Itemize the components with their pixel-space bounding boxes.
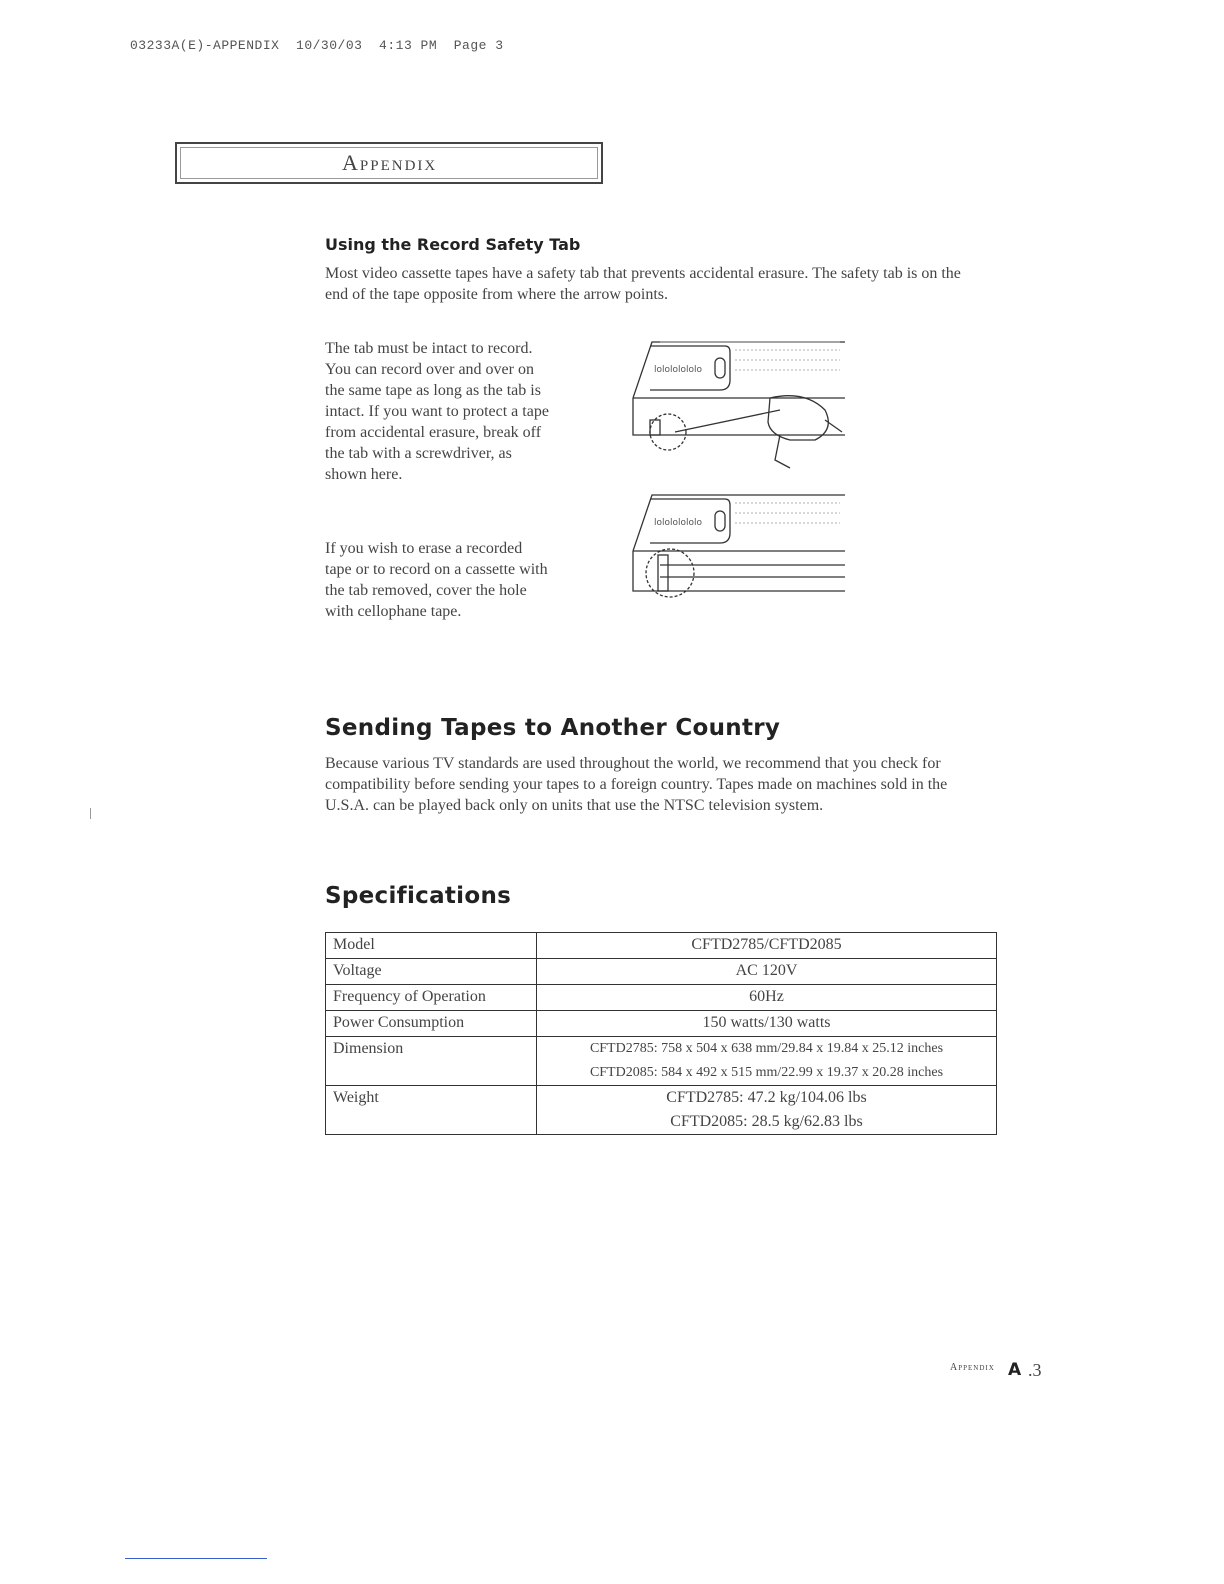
spec-value-line: CFTD2085: 28.5 kg/62.83 lbs xyxy=(670,1113,863,1130)
spec-label: Power Consumption xyxy=(326,1011,537,1037)
spec-value-line: CFTD2785: 47.2 kg/104.06 lbs xyxy=(666,1089,867,1106)
record-safety-intro: Most video cassette tapes have a safety tab that prevents accidental erasure. The safety tab is on the end of the tape opposite from where the arrow points. xyxy=(325,265,961,303)
print-header: 03233A(E)-APPENDIX 10/30/03 4:13 PM Page 3 xyxy=(130,38,504,53)
record-safety-para2: If you wish to erase a recorded tape or to record on a cassette with the tab removed, cover the hole with cellophane tape. xyxy=(325,540,548,620)
spec-value: 60Hz xyxy=(537,985,997,1011)
appendix-title: Appendix xyxy=(342,150,438,175)
table-row xyxy=(326,1086,997,1135)
table-row xyxy=(326,1011,997,1037)
spec-label: Weight xyxy=(326,1086,537,1135)
spec-value-line: CFTD2085: 584 x 492 x 515 mm/22.99 x 19.37 x 20.28 inches xyxy=(589,1065,944,1080)
spec-value: CFTD2785/CFTD2085 xyxy=(537,933,997,959)
table-row xyxy=(326,959,997,985)
margin-tick xyxy=(90,808,91,819)
bottom-rule xyxy=(125,1558,267,1559)
spec-label: Frequency of Operation xyxy=(326,985,537,1011)
cassette-tab-removed-illustration xyxy=(630,493,850,603)
svg-text:lolololololo: lolololololo xyxy=(654,518,703,528)
record-safety-para1: The tab must be intact to record. You can record over and over on the same tape as long as the tab is intact. If you want to protect a tape from accidental erasure, break off the tab with a screwdriver, as shown here. xyxy=(325,340,549,483)
spec-value: 150 watts/130 watts xyxy=(537,1011,997,1037)
spec-label: Model xyxy=(326,933,537,959)
sending-heading: Sending Tapes to Another Country xyxy=(325,715,781,741)
spec-value-line: CFTD2785: 758 x 504 x 638 mm/29.84 x 19.84 x 25.12 inches xyxy=(589,1041,944,1056)
cassette-tab-removal-illustration xyxy=(630,340,850,470)
table-row xyxy=(326,933,997,959)
specifications-table xyxy=(325,932,997,1135)
table-row xyxy=(326,985,997,1011)
spec-value xyxy=(537,1086,997,1135)
spec-label: Dimension xyxy=(326,1037,537,1086)
record-safety-heading: Using the Record Safety Tab xyxy=(325,235,581,254)
sending-body: Because various TV standards are used throughout the world, we recommend that you check for compatibility before sending your tapes to a foreign country. Tapes made on machines sold in the U.S.A. can be played back only on units that use the NTSC television system. xyxy=(325,755,948,814)
footer-label: Appendix xyxy=(950,1362,995,1373)
specifications-heading: Specifications xyxy=(325,883,512,909)
spec-label: Voltage xyxy=(326,959,537,985)
spec-value xyxy=(537,1037,997,1086)
spec-value: AC 120V xyxy=(537,959,997,985)
page-number: .3 xyxy=(1028,1360,1042,1380)
footer-letter: A xyxy=(1008,1360,1022,1380)
svg-text:lolololololo: lolololololo xyxy=(654,365,703,375)
table-row xyxy=(326,1037,997,1086)
